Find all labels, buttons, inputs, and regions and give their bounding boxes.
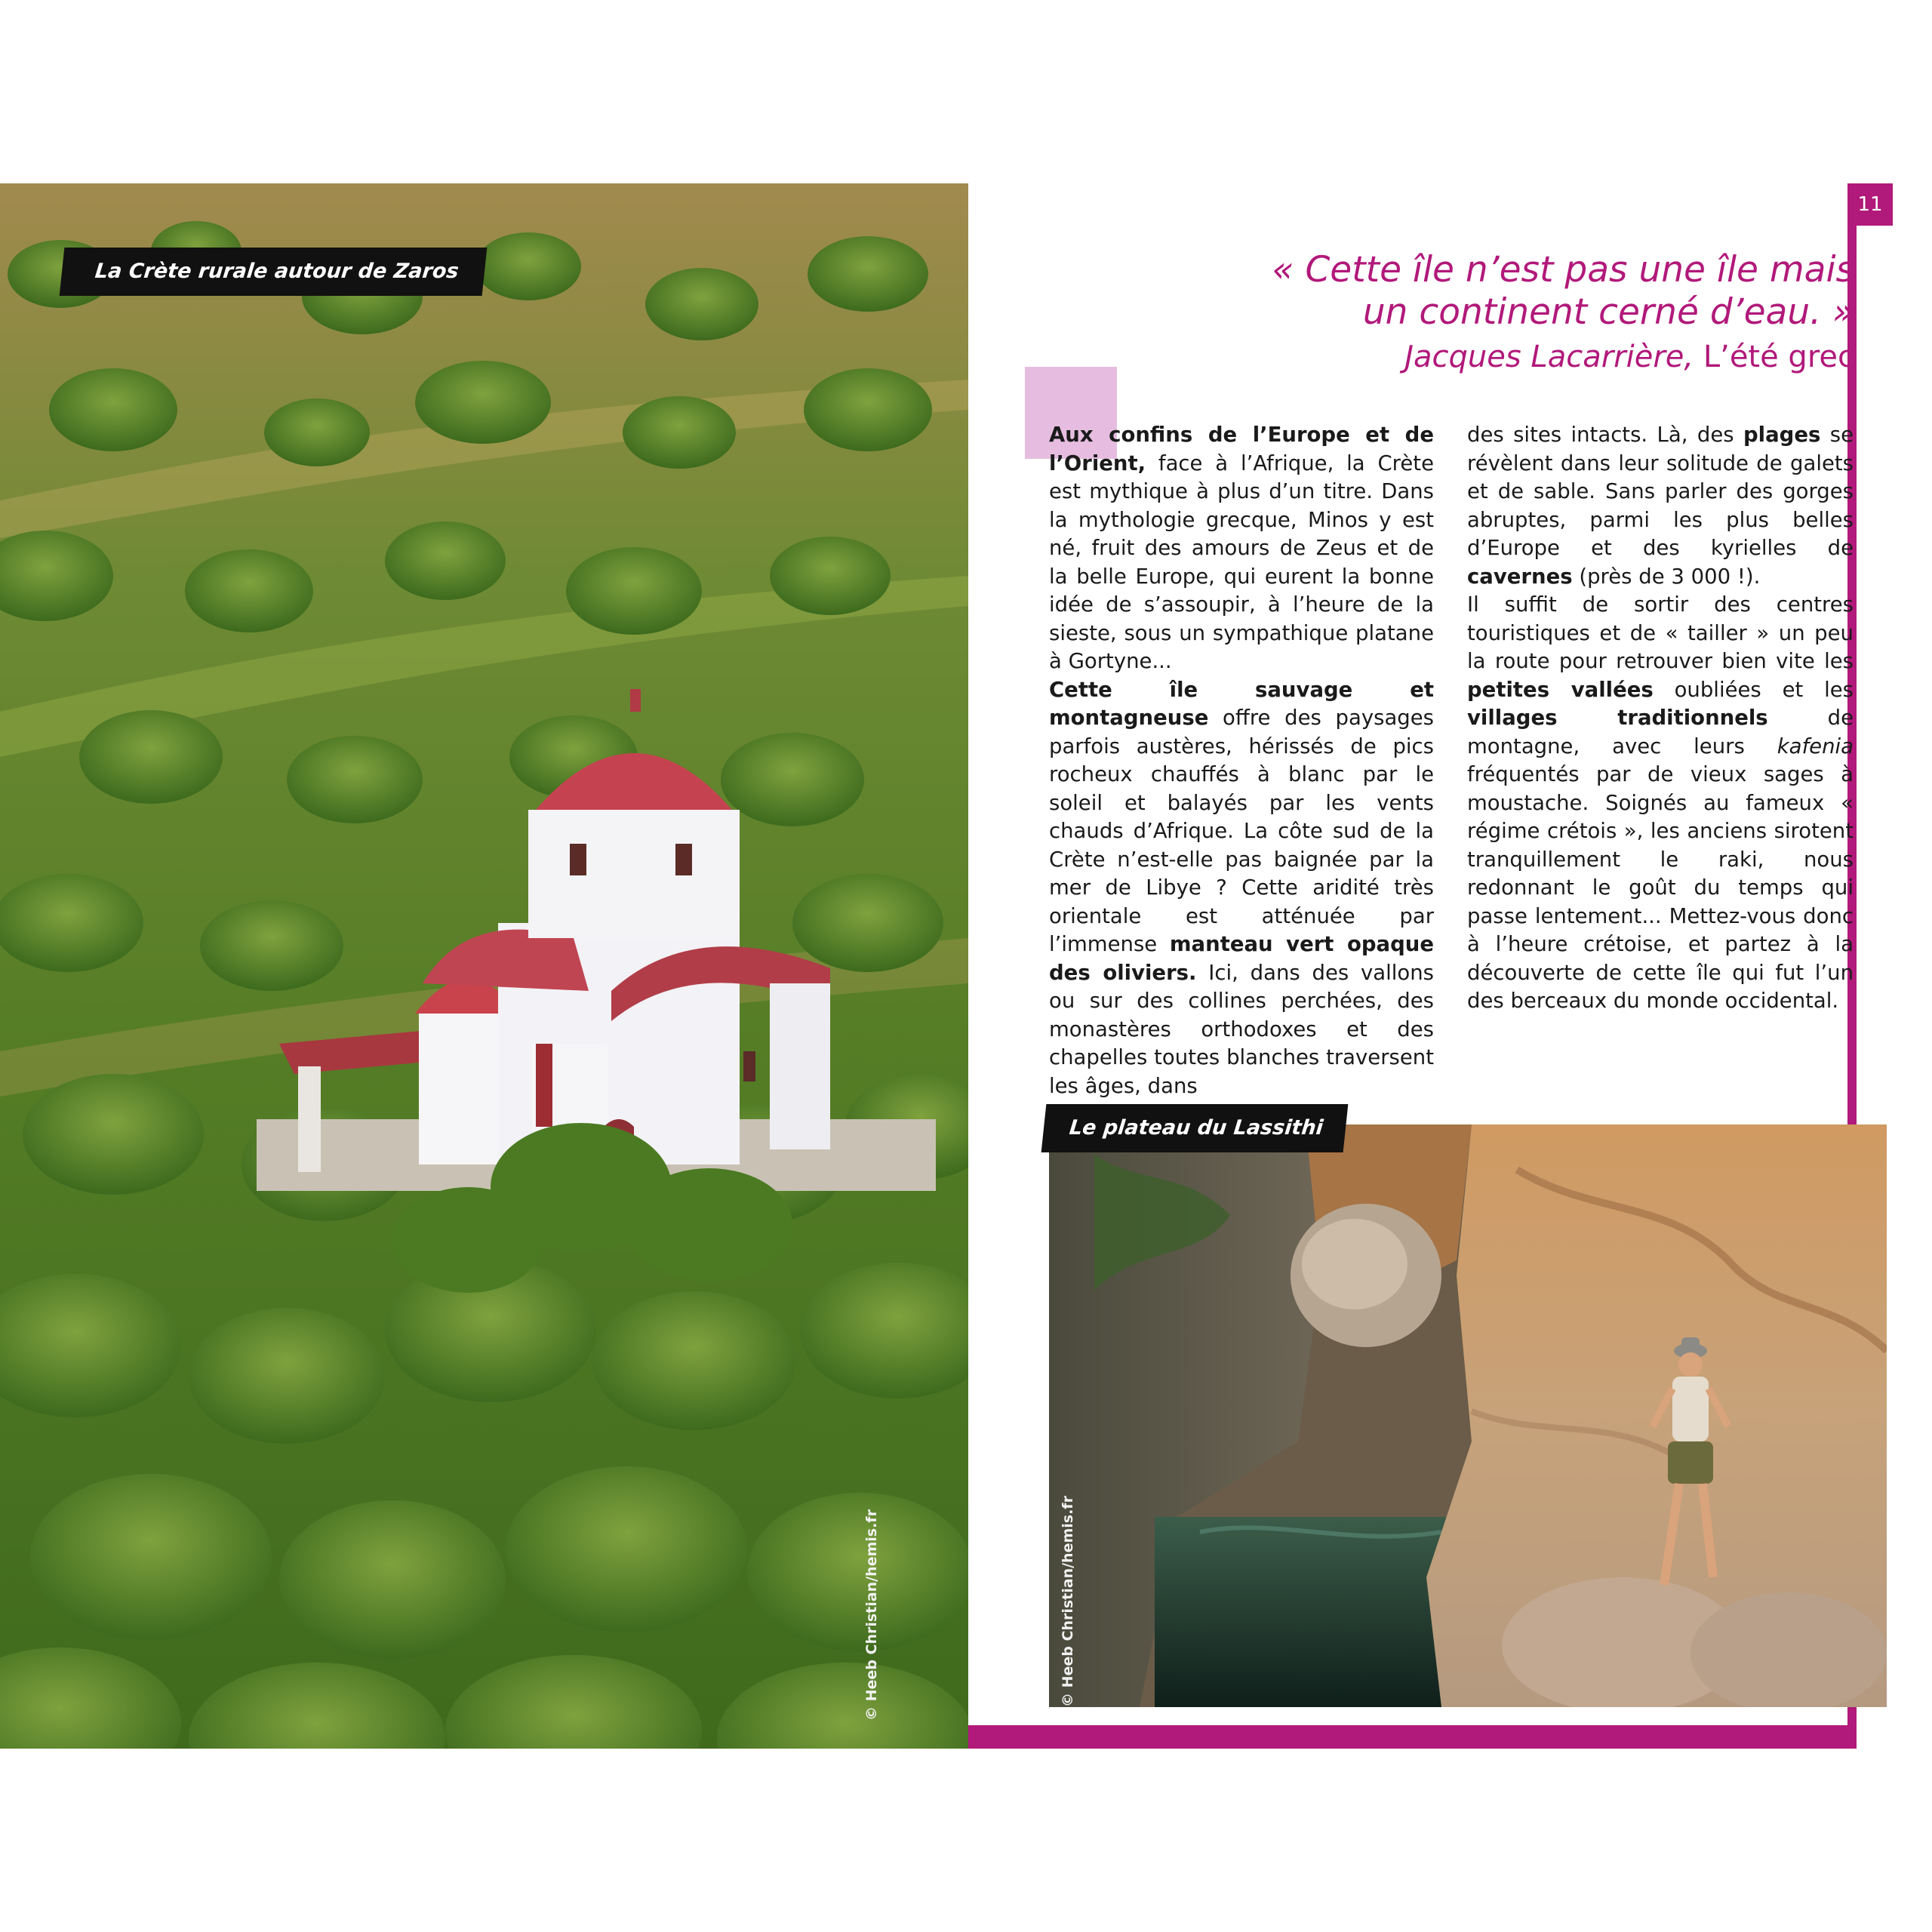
paragraph-text: Il suffit de sortir des centres touristiques et de « tailler » un peu la route pour retrouver bien vite les bbox=[1467, 592, 1854, 673]
chapel-landscape-photo bbox=[0, 183, 968, 1749]
quote-line-2: un continent cerné d’eau. » bbox=[1362, 291, 1854, 333]
page-number: 11 bbox=[1847, 183, 1893, 226]
paragraph-text: se révèlent dans leur solitude de galets et de sable. Sans parler des gorges abruptes, parmi les plus belles d’Europe et des kyrielles de bbox=[1467, 423, 1854, 560]
quote-line-1: « Cette île n’est pas une île mais bbox=[1272, 249, 1854, 291]
paragraph bbox=[1467, 591, 1854, 1016]
paragraph-text: des sites intacts. Là, des bbox=[1467, 423, 1734, 447]
lead-in-bold: Aux confins de l’Europe et de l’Orient, bbox=[1049, 423, 1434, 475]
text-column-1 bbox=[1049, 421, 1434, 1100]
quote-attribution bbox=[1175, 334, 1854, 380]
right-photo-caption: Le plateau du Lassithi bbox=[1041, 1104, 1349, 1152]
paragraph bbox=[1049, 676, 1434, 1101]
chapel-landscape-illustration bbox=[0, 183, 968, 1749]
paragraph bbox=[1467, 421, 1854, 591]
epigraph-quote bbox=[1175, 249, 1854, 380]
left-photo-caption: La Crète rurale autour de Zaros bbox=[60, 248, 487, 296]
gorge-photo bbox=[1049, 1124, 1887, 1707]
page-bottom-rule bbox=[968, 1725, 1857, 1749]
left-photo-credit: © Heeb Christian/hemis.fr bbox=[863, 1509, 880, 1721]
emphasis-bold: villages traditionnels bbox=[1467, 706, 1768, 730]
paragraph-text: fréquentés par de vieux sages à moustache. Soignés au fameux « régime crétois », les anciens sirotent tranquillement le raki, nous redonnant le goût du temps qui passe lentement... Mettez-vous donc à l’heure crétoise, et partez à la découverte de cette île qui fut l’un des berceaux du monde occidental. bbox=[1467, 762, 1854, 1013]
text-column-2 bbox=[1467, 421, 1854, 1016]
italic-term: kafenia bbox=[1777, 734, 1854, 758]
paragraph-text: (près de 3 000 !). bbox=[1579, 564, 1761, 589]
quote-author: Jacques Lacarrière, bbox=[1404, 340, 1694, 374]
paragraph-text: de montagne, avec leurs bbox=[1467, 706, 1854, 758]
paragraph-text: offre des paysages parfois austères, hérissés de pics rocheux chauffés à blanc par le soleil et balayés par les vents chauds d’Afrique. La côte sud de la Crète n’est-elle pas baignée par la mer de Libye ? Cette aridité très orientale est atténuée par l’immense bbox=[1049, 706, 1434, 956]
quote-work: L’été grec bbox=[1703, 340, 1854, 374]
lead-in-bold: Cette île sauvage et montagneuse bbox=[1049, 677, 1434, 730]
paragraph-text: oubliées et les bbox=[1674, 677, 1854, 702]
right-photo-credit: © Heeb Christian/hemis.fr bbox=[1060, 1496, 1076, 1707]
emphasis-bold: plages bbox=[1743, 423, 1821, 447]
gorge-illustration bbox=[1049, 1124, 1887, 1707]
paragraph-text: face à l’Afrique, la Crète est mythique à plus d’un titre. Dans la mythologie grecque, Minos y est né, fruit des amours de Zeus et de la belle Europe, qui eurent la bonne idée de s’assoupir, à l’heure de la sieste, sous un sympathique platane à Gortyne... bbox=[1049, 451, 1434, 673]
emphasis-bold: petites vallées bbox=[1467, 677, 1654, 702]
emphasis-bold: manteau vert opaque des oliviers. bbox=[1049, 932, 1435, 985]
paragraph bbox=[1049, 421, 1434, 676]
paragraph-text: Ici, dans des vallons ou sur des collines perchées, des monastères orthodoxes et des chapelles toutes blanches traversent les âges, dans bbox=[1049, 960, 1435, 1098]
emphasis-bold: cavernes bbox=[1467, 564, 1573, 589]
